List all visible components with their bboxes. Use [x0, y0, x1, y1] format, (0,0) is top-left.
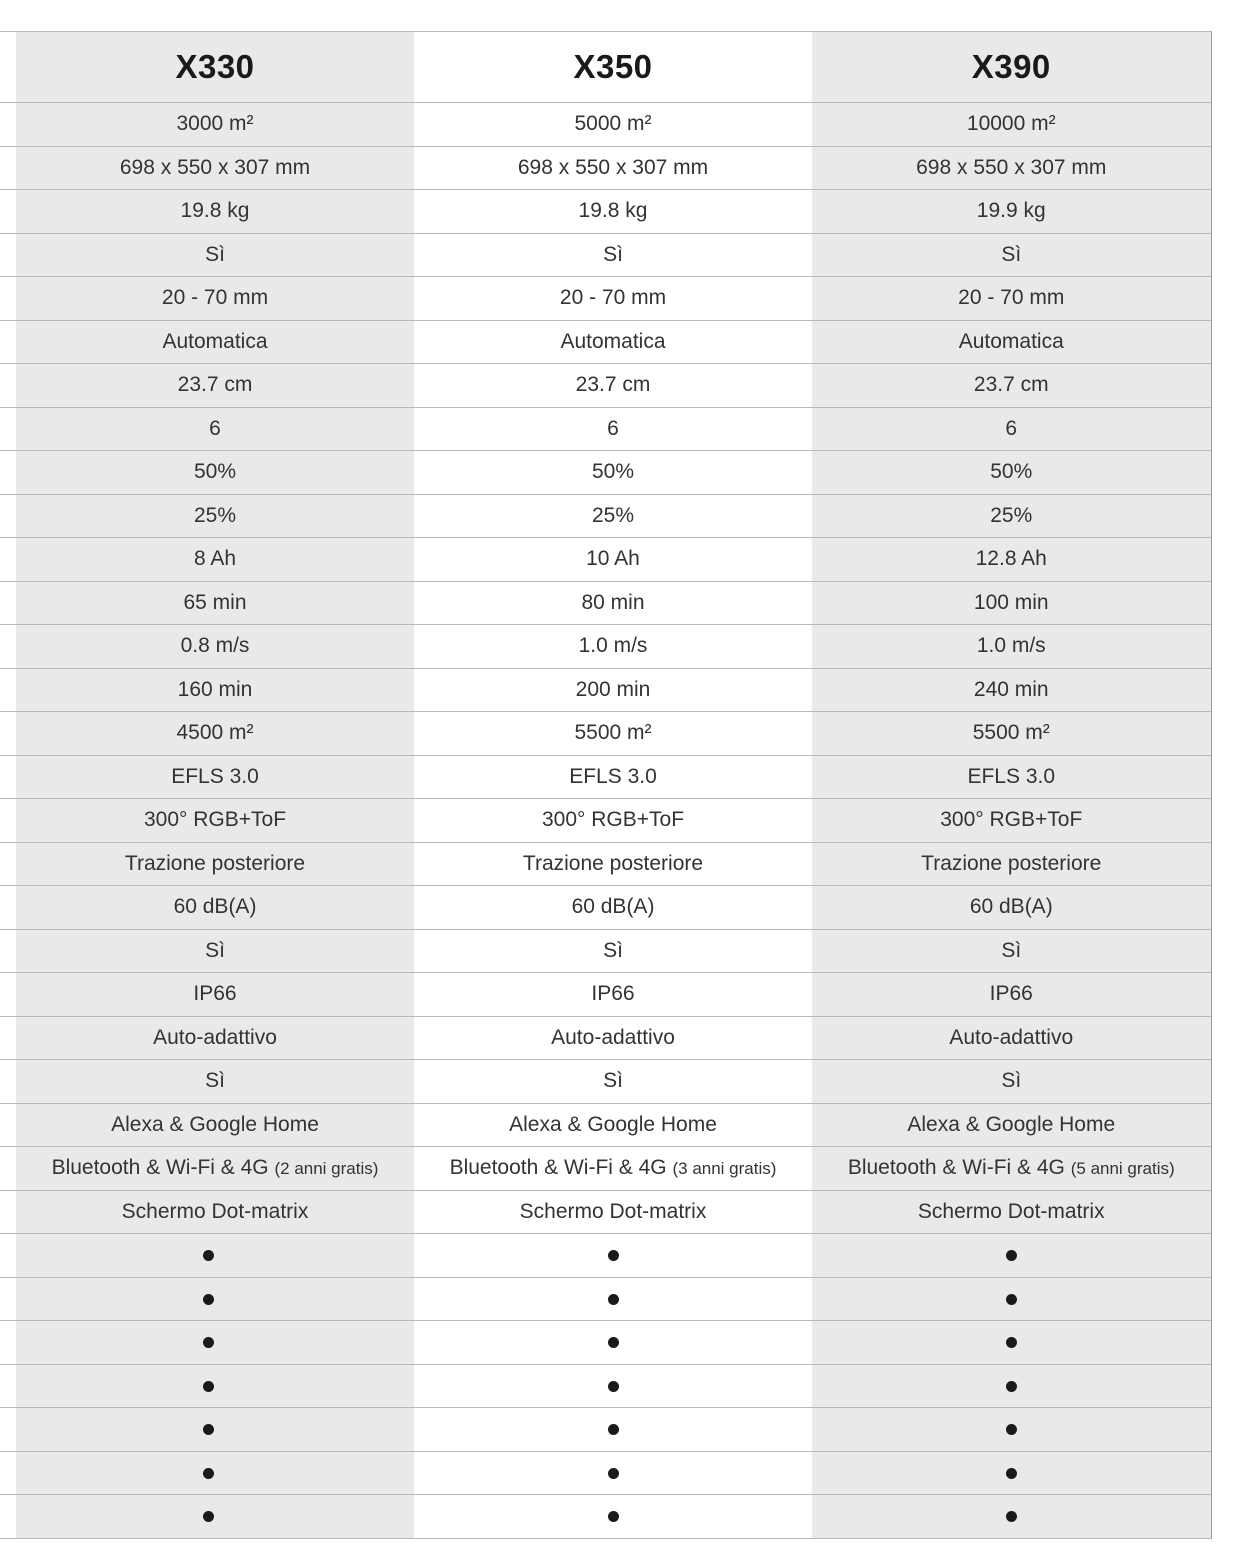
spec-cell-x390	[812, 1495, 1211, 1539]
spec-cell-x350: 50%	[414, 451, 812, 495]
row-edge	[0, 886, 16, 930]
row-edge	[0, 1103, 16, 1147]
spec-cell-x350: 5500 m²	[414, 712, 812, 756]
spec-cell-x390	[812, 1408, 1211, 1452]
row-edge	[0, 277, 16, 321]
row-edge	[0, 1060, 16, 1104]
row-edge	[0, 712, 16, 756]
table-row	[0, 1364, 1211, 1408]
row-edge	[0, 755, 16, 799]
spec-cell-x390: 6	[812, 407, 1211, 451]
spec-cell-x330: Sì	[16, 233, 414, 277]
table-row	[0, 842, 1211, 886]
table-row	[0, 929, 1211, 973]
row-edge	[0, 1234, 16, 1278]
spec-cell-x350: 80 min	[414, 581, 812, 625]
included-bullet-icon	[608, 1381, 619, 1392]
model-header-x350: X350	[414, 32, 812, 103]
spec-cell-x350: Schermo Dot-matrix	[414, 1190, 812, 1234]
row-edge	[0, 190, 16, 234]
spec-cell-x390	[812, 1321, 1211, 1365]
spec-cell-x330	[16, 1147, 414, 1191]
included-bullet-icon	[1006, 1381, 1017, 1392]
included-bullet-icon	[608, 1250, 619, 1261]
spec-cell-x330	[16, 1408, 414, 1452]
included-bullet-icon	[608, 1468, 619, 1479]
included-bullet-icon	[203, 1294, 214, 1305]
spec-cell-x330: Automatica	[16, 320, 414, 364]
spec-cell-x390: 5500 m²	[812, 712, 1211, 756]
row-edge	[0, 668, 16, 712]
spec-cell-x330: 50%	[16, 451, 414, 495]
spec-cell-x330: 8 Ah	[16, 538, 414, 582]
spec-cell-x390: 23.7 cm	[812, 364, 1211, 408]
spec-cell-x330: EFLS 3.0	[16, 755, 414, 799]
spec-cell-x350: Sì	[414, 233, 812, 277]
table-row	[0, 1451, 1211, 1495]
comparison-table-wrapper	[0, 31, 1211, 1539]
table-row	[0, 1016, 1211, 1060]
spec-cell-x390: 698 x 550 x 307 mm	[812, 146, 1211, 190]
table-row	[0, 451, 1211, 495]
table-row	[0, 973, 1211, 1017]
spec-cell-x350	[414, 1495, 812, 1539]
spec-cell-x350: 19.8 kg	[414, 190, 812, 234]
table-row	[0, 320, 1211, 364]
row-edge	[0, 407, 16, 451]
table-row	[0, 1321, 1211, 1365]
table-row	[0, 190, 1211, 234]
table-row	[0, 538, 1211, 582]
spec-cell-x330: Sì	[16, 929, 414, 973]
spec-cell-x350: EFLS 3.0	[414, 755, 812, 799]
included-bullet-icon	[608, 1511, 619, 1522]
table-row	[0, 1147, 1211, 1191]
table-row	[0, 799, 1211, 843]
spec-cell-x330: 65 min	[16, 581, 414, 625]
spec-cell-x350: 200 min	[414, 668, 812, 712]
spec-cell-x330: 19.8 kg	[16, 190, 414, 234]
spec-cell-x350: 20 - 70 mm	[414, 277, 812, 321]
spec-cell-x330: 698 x 550 x 307 mm	[16, 146, 414, 190]
row-edge	[0, 973, 16, 1017]
spec-cell-x390: Sì	[812, 929, 1211, 973]
row-edge	[0, 1495, 16, 1539]
spec-cell-x350: Auto-adattivo	[414, 1016, 812, 1060]
spec-cell-x350: 300° RGB+ToF	[414, 799, 812, 843]
row-edge	[0, 233, 16, 277]
spec-cell-x330: 6	[16, 407, 414, 451]
spec-cell-x350: 6	[414, 407, 812, 451]
spec-cell-x330: 25%	[16, 494, 414, 538]
table-row	[0, 581, 1211, 625]
spec-cell-x390: Sì	[812, 233, 1211, 277]
spec-cell-x330	[16, 1495, 414, 1539]
row-edge	[0, 1451, 16, 1495]
table-row	[0, 1190, 1211, 1234]
spec-cell-x390: 240 min	[812, 668, 1211, 712]
included-bullet-icon	[203, 1468, 214, 1479]
included-bullet-icon	[203, 1424, 214, 1435]
included-bullet-icon	[203, 1337, 214, 1348]
row-edge	[0, 581, 16, 625]
included-bullet-icon	[1006, 1511, 1017, 1522]
spec-cell-x350	[414, 1147, 812, 1191]
spec-cell-x390: 20 - 70 mm	[812, 277, 1211, 321]
spec-cell-x390: 60 dB(A)	[812, 886, 1211, 930]
connectivity-note: (3 anni gratis)	[672, 1159, 777, 1179]
spec-cell-x330: Auto-adattivo	[16, 1016, 414, 1060]
spec-cell-x330	[16, 1234, 414, 1278]
row-edge	[0, 1147, 16, 1191]
table-row	[0, 625, 1211, 669]
spec-cell-x330	[16, 1364, 414, 1408]
spec-cell-x330: 4500 m²	[16, 712, 414, 756]
spec-cell-x390: 1.0 m/s	[812, 625, 1211, 669]
row-edge	[0, 364, 16, 408]
connectivity-label: Bluetooth & Wi-Fi & 4G	[847, 1156, 1065, 1180]
spec-cell-x350: 23.7 cm	[414, 364, 812, 408]
spec-cell-x350: Trazione posteriore	[414, 842, 812, 886]
spec-cell-x350: Sì	[414, 1060, 812, 1104]
table-row	[0, 1277, 1211, 1321]
model-header-x390: X390	[812, 32, 1211, 103]
spec-cell-x350: 10 Ah	[414, 538, 812, 582]
connectivity-label: Bluetooth & Wi-Fi & 4G	[449, 1156, 667, 1180]
table-row	[0, 277, 1211, 321]
included-bullet-icon	[203, 1511, 214, 1522]
row-edge	[0, 494, 16, 538]
spec-cell-x390: Sì	[812, 1060, 1211, 1104]
row-edge	[0, 1277, 16, 1321]
spec-cell-x390: Automatica	[812, 320, 1211, 364]
spec-cell-x390	[812, 1364, 1211, 1408]
row-edge	[0, 842, 16, 886]
spec-cell-x350: Alexa & Google Home	[414, 1103, 812, 1147]
spec-cell-x390: Alexa & Google Home	[812, 1103, 1211, 1147]
spec-cell-x330: 20 - 70 mm	[16, 277, 414, 321]
table-row	[0, 407, 1211, 451]
model-comparison-table	[0, 31, 1212, 1539]
spec-cell-x350	[414, 1234, 812, 1278]
row-edge	[0, 1364, 16, 1408]
spec-cell-x350	[414, 1321, 812, 1365]
spec-cell-x390: IP66	[812, 973, 1211, 1017]
spec-cell-x390	[812, 1147, 1211, 1191]
spec-cell-x350: IP66	[414, 973, 812, 1017]
spec-cell-x390: Schermo Dot-matrix	[812, 1190, 1211, 1234]
spec-cell-x350: 1.0 m/s	[414, 625, 812, 669]
included-bullet-icon	[1006, 1424, 1017, 1435]
row-edge	[0, 625, 16, 669]
spec-cell-x350: 60 dB(A)	[414, 886, 812, 930]
connectivity-note: (2 anni gratis)	[274, 1159, 379, 1179]
included-bullet-icon	[203, 1381, 214, 1392]
table-row	[0, 886, 1211, 930]
spec-cell-x390: 100 min	[812, 581, 1211, 625]
spec-cell-x350: Sì	[414, 929, 812, 973]
spec-cell-x330: Trazione posteriore	[16, 842, 414, 886]
row-edge	[0, 320, 16, 364]
spec-cell-x330: 0.8 m/s	[16, 625, 414, 669]
included-bullet-icon	[608, 1294, 619, 1305]
spec-cell-x390: Auto-adattivo	[812, 1016, 1211, 1060]
spec-cell-x330: Schermo Dot-matrix	[16, 1190, 414, 1234]
spec-cell-x330: 300° RGB+ToF	[16, 799, 414, 843]
row-edge	[0, 32, 16, 103]
table-row	[0, 364, 1211, 408]
spec-cell-x390: 300° RGB+ToF	[812, 799, 1211, 843]
spec-cell-x350	[414, 1277, 812, 1321]
spec-cell-x330: 23.7 cm	[16, 364, 414, 408]
spec-cell-x350	[414, 1408, 812, 1452]
table-row	[0, 1103, 1211, 1147]
row-edge	[0, 799, 16, 843]
spec-cell-x350	[414, 1364, 812, 1408]
table-row	[0, 1408, 1211, 1452]
spec-cell-x330: 3000 m²	[16, 103, 414, 147]
model-header-x330: X330	[16, 32, 414, 103]
spec-cell-x390	[812, 1234, 1211, 1278]
table-row	[0, 103, 1211, 147]
spec-cell-x350: 25%	[414, 494, 812, 538]
spec-cell-x350: Automatica	[414, 320, 812, 364]
spec-cell-x330: Sì	[16, 1060, 414, 1104]
table-row	[0, 233, 1211, 277]
included-bullet-icon	[1006, 1337, 1017, 1348]
row-edge	[0, 1321, 16, 1365]
spec-cell-x390	[812, 1451, 1211, 1495]
row-edge	[0, 1408, 16, 1452]
spec-cell-x390: Trazione posteriore	[812, 842, 1211, 886]
connectivity-note: (5 anni gratis)	[1070, 1159, 1175, 1179]
spec-cell-x390: EFLS 3.0	[812, 755, 1211, 799]
row-edge	[0, 1190, 16, 1234]
table-row	[0, 1234, 1211, 1278]
table-row	[0, 1060, 1211, 1104]
row-edge	[0, 538, 16, 582]
row-edge	[0, 451, 16, 495]
spec-cell-x330	[16, 1451, 414, 1495]
spec-cell-x390: 50%	[812, 451, 1211, 495]
included-bullet-icon	[1006, 1250, 1017, 1261]
spec-cell-x330: IP66	[16, 973, 414, 1017]
header-row	[0, 32, 1211, 103]
table-row	[0, 755, 1211, 799]
spec-cell-x350: 698 x 550 x 307 mm	[414, 146, 812, 190]
table-row	[0, 668, 1211, 712]
spec-cell-x390: 19.9 kg	[812, 190, 1211, 234]
table-row	[0, 494, 1211, 538]
spec-cell-x390: 10000 m²	[812, 103, 1211, 147]
row-edge	[0, 103, 16, 147]
spec-cell-x350: 5000 m²	[414, 103, 812, 147]
row-edge	[0, 146, 16, 190]
table-row	[0, 1495, 1211, 1539]
spec-cell-x390	[812, 1277, 1211, 1321]
spec-cell-x350	[414, 1451, 812, 1495]
included-bullet-icon	[1006, 1294, 1017, 1305]
spec-cell-x330: Alexa & Google Home	[16, 1103, 414, 1147]
spec-cell-x330	[16, 1277, 414, 1321]
row-edge	[0, 1016, 16, 1060]
included-bullet-icon	[1006, 1468, 1017, 1479]
included-bullet-icon	[608, 1424, 619, 1435]
included-bullet-icon	[608, 1337, 619, 1348]
included-bullet-icon	[203, 1250, 214, 1261]
table-row	[0, 712, 1211, 756]
spec-cell-x390: 12.8 Ah	[812, 538, 1211, 582]
row-edge	[0, 929, 16, 973]
connectivity-label: Bluetooth & Wi-Fi & 4G	[51, 1156, 269, 1180]
table-row	[0, 146, 1211, 190]
spec-cell-x330: 160 min	[16, 668, 414, 712]
spec-cell-x330	[16, 1321, 414, 1365]
spec-cell-x390: 25%	[812, 494, 1211, 538]
comparison-table-body	[0, 103, 1211, 1539]
spec-cell-x330: 60 dB(A)	[16, 886, 414, 930]
